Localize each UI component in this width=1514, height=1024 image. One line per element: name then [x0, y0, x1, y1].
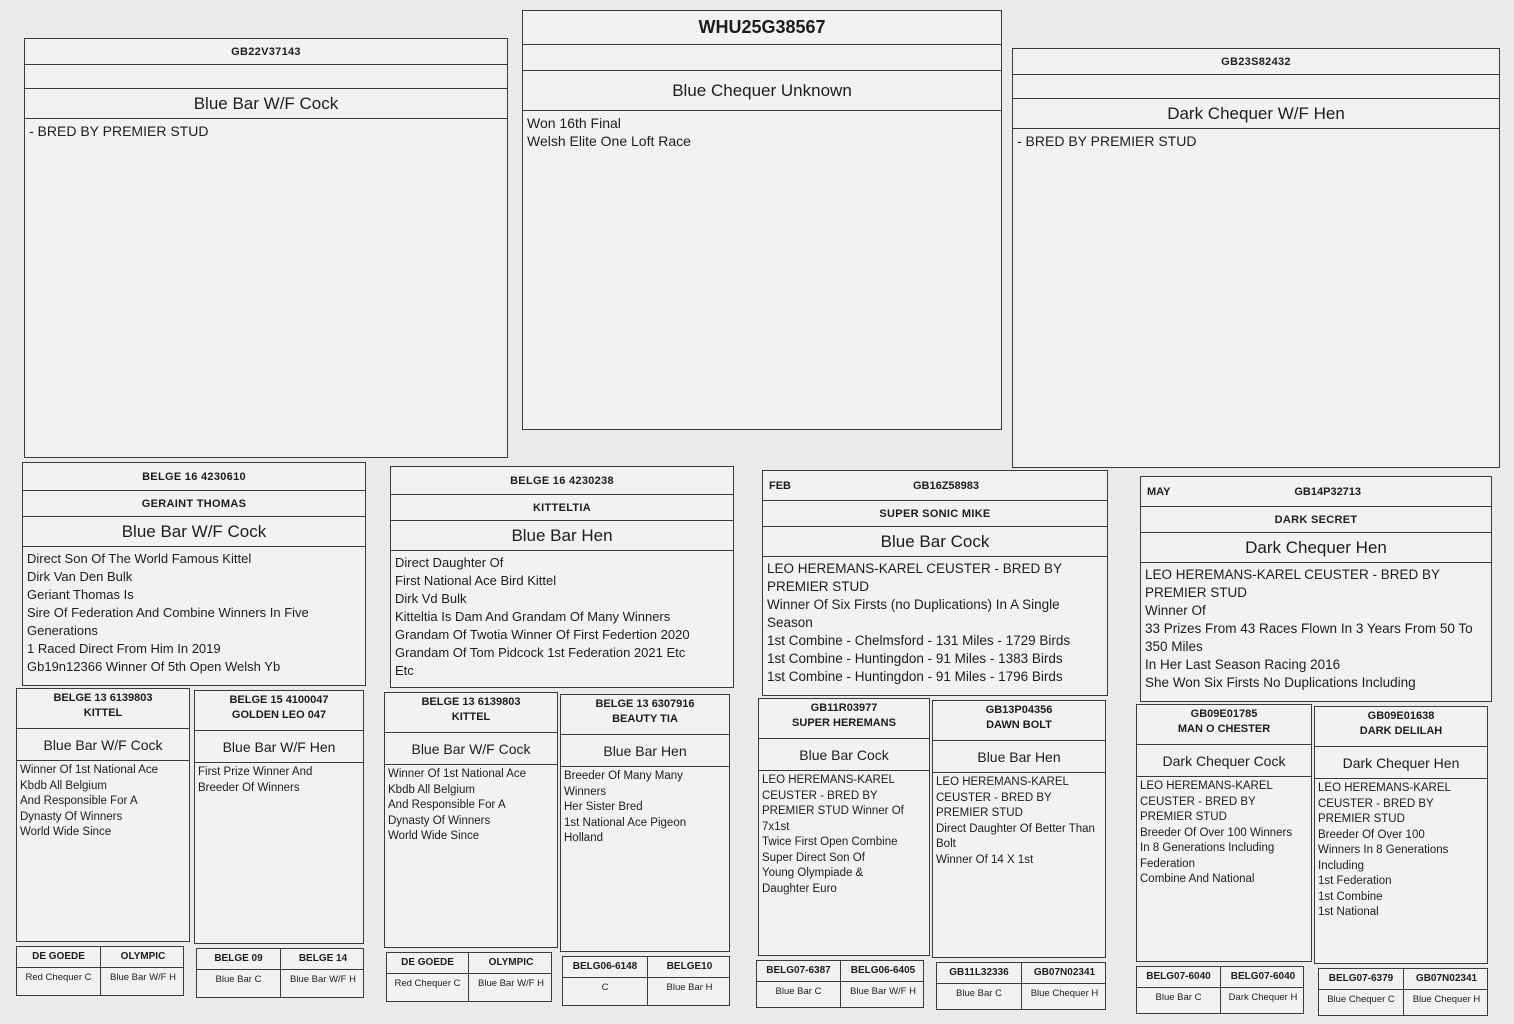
- subject-name: [523, 45, 1001, 71]
- ancestor-cell: [17, 947, 100, 988]
- dam-colour: Dark Chequer W/F Hen: [1013, 99, 1499, 129]
- bird-notes: LEO HEREMANS-KAREL CEUSTER - BRED BY PREMIER STUD Winner Of Six Firsts (no Duplications) In A Single Season 1st Combine - Chelmsford - 131 Miles - 1729 Birds 1st Combine - Huntingdon - 91 Miles - 1383 Birds 1st Combine - Huntingdon - 91 Miles - 1796 Birds: [767, 561, 1071, 684]
- bird-colour: Blue Bar Hen: [391, 521, 733, 551]
- ring-and-name: [933, 701, 1105, 741]
- grandparent-card: [22, 462, 366, 686]
- ring-number: DE GOEDE: [387, 953, 468, 974]
- ancestor-cell: [648, 957, 730, 998]
- ring-number: BELGE 16 4230238: [391, 467, 733, 495]
- subject-ring-number: WHU25G38567: [523, 11, 1001, 45]
- dam-ring-number: GB23S82432: [1013, 49, 1499, 75]
- bird-colour: Red Chequer C: [25, 972, 92, 983]
- sire-card: [24, 38, 508, 458]
- bird-colour: Red Chequer C: [394, 978, 461, 989]
- bird-name: SUPER HEREMANS: [792, 717, 896, 729]
- bird-colour: Blue Chequer H: [1030, 988, 1099, 999]
- bird-notes: Direct Daughter Of First National Ace Bird Kittel Dirk Vd Bulk Kitteltia Is Dam And Grandam Of Many Winners Grandam Of Twotia Winner Of First Federtion 2020 Grandam Of Tom Pidcock 1st Federation 2021 Etc Etc: [395, 555, 690, 678]
- ancestor-cell: [1221, 967, 1304, 1008]
- grandparent-card: [390, 466, 734, 688]
- ring-and-name: [17, 689, 189, 729]
- bird-name: DAWN BOLT: [986, 719, 1052, 731]
- bird-name: KITTEL: [83, 707, 123, 719]
- bird-notes: LEO HEREMANS-KAREL CEUSTER - BRED BY PREMIER STUD Breeder Of Over 100 Winners In 8 Generations Including Federation Combine And National: [1140, 780, 1293, 885]
- bird-notes: Winner Of 1st National Ace Kbdb All Belgium And Responsible For A Dynasty Of Winners World Wide Since: [20, 764, 159, 838]
- ring-number: BELG07-6387: [757, 961, 840, 982]
- ring-number: BELGE 16 4230610: [23, 463, 365, 491]
- hatch-month: MAY: [1147, 485, 1171, 498]
- ancestor-cell: [841, 961, 924, 1002]
- bird-name: MAN O CHESTER: [1177, 723, 1271, 735]
- ring-number: BELGE 14: [281, 949, 364, 970]
- ancestor-pair: [756, 960, 924, 1008]
- ring-and-name: [759, 699, 929, 739]
- great-grandparent-card: [384, 692, 558, 948]
- ancestor-pair: [936, 962, 1106, 1010]
- great-grandparent-card: [758, 698, 930, 956]
- great-grandparent-card: [16, 688, 190, 942]
- ancestor-cell: [387, 953, 468, 994]
- ring-number: GB11L32336: [937, 963, 1021, 984]
- bird-colour: Blue Bar W/F H: [478, 978, 544, 989]
- bird-name: GERAINT THOMAS: [23, 491, 365, 517]
- bird-colour: Dark Chequer Hen: [1315, 747, 1487, 779]
- ring-number: BELGE 13 6139803: [421, 696, 521, 708]
- bird-colour: Blue Bar Cock: [759, 739, 929, 771]
- subject-card: [522, 10, 1002, 430]
- ring-number: OLYMPIC: [101, 947, 184, 968]
- ring-number: GB09E01638: [1367, 710, 1435, 722]
- great-grandparent-card: [932, 700, 1106, 958]
- bird-name: BEAUTY TIA: [612, 713, 678, 725]
- great-grandparent-card: [560, 694, 730, 952]
- ancestor-cell: [563, 957, 647, 998]
- ring-number: GB11R03977: [810, 702, 878, 714]
- ring-number: BELGE10: [648, 957, 730, 978]
- sire-ring-number: GB22V37143: [25, 39, 507, 65]
- ring-and-name: [195, 691, 363, 731]
- bird-colour: Blue Bar C: [956, 988, 1002, 999]
- ancestor-cell: [281, 949, 364, 990]
- bird-colour: Blue Bar Cock: [763, 527, 1107, 557]
- ancestor-cell: [1319, 969, 1403, 1010]
- ring-row: [763, 471, 1107, 501]
- bird-colour: Dark Chequer Cock: [1137, 745, 1311, 777]
- great-grandparent-card: [194, 690, 364, 944]
- bird-colour: Blue Bar W/F Cock: [385, 733, 557, 765]
- bird-colour: Blue Bar C: [215, 974, 262, 985]
- ring-number: GB14P32713: [1294, 485, 1362, 498]
- ring-number: BELG06-6148: [563, 957, 647, 978]
- bird-colour: Blue Bar C: [775, 986, 822, 997]
- grandparent-card: [1140, 476, 1492, 702]
- ring-number: BELGE 15 4100047: [229, 694, 329, 706]
- ring-number: BELG06-6405: [841, 961, 924, 982]
- ring-number: BELG07-6040: [1137, 967, 1220, 988]
- ring-number: OLYMPIC: [469, 953, 552, 974]
- bird-notes: Winner Of 1st National Ace Kbdb All Belgium And Responsible For A Dynasty Of Winners World Wide Since: [388, 768, 527, 842]
- ancestor-pair: [1318, 968, 1488, 1016]
- ring-and-name: [385, 693, 557, 733]
- bird-colour: Blue Bar W/F H: [850, 986, 916, 997]
- ancestor-cell: [1404, 969, 1488, 1010]
- ancestor-cell: [469, 953, 552, 994]
- bird-colour: Blue Bar W/F Cock: [17, 729, 189, 761]
- ancestor-cell: [937, 963, 1021, 1004]
- bird-colour: Blue Bar W/F Hen: [195, 731, 363, 763]
- ring-number: BELGE 09: [197, 949, 280, 970]
- ancestor-cell: [197, 949, 280, 990]
- bird-name: DARK SECRET: [1141, 507, 1491, 533]
- ring-number: BELG07-6040: [1221, 967, 1304, 988]
- dam-notes: - BRED BY PREMIER STUD: [1017, 133, 1197, 149]
- ancestor-pair: [16, 946, 184, 996]
- ancestor-cell: [757, 961, 840, 1002]
- bird-colour: Blue Bar Hen: [933, 741, 1105, 773]
- ring-number: GB07N02341: [1022, 963, 1106, 984]
- ring-number: GB16Z58983: [912, 479, 980, 492]
- ring-and-name: [561, 695, 729, 735]
- sire-notes: - BRED BY PREMIER STUD: [29, 123, 209, 139]
- ancestor-cell: [1022, 963, 1106, 1004]
- bird-notes: LEO HEREMANS-KAREL CEUSTER - BRED BY PREMIER STUD Winner Of 33 Prizes From 43 Races Flown In 3 Years From 50 To 350 Miles In Her Last Season Racing 2016 She Won Six Firsts No Duplications Including: [1145, 567, 1473, 690]
- grandparent-card: [762, 470, 1108, 696]
- ring-and-name: [1137, 705, 1311, 745]
- ancestor-pair: [386, 952, 552, 1002]
- bird-colour: Dark Chequer Hen: [1141, 533, 1491, 563]
- ancestor-cell: [101, 947, 184, 988]
- ring-number: BELGE 13 6307916: [595, 698, 695, 710]
- subject-notes: Won 16th Final Welsh Elite One Loft Race: [527, 115, 691, 149]
- ring-number: GB07N02341: [1404, 969, 1488, 990]
- ring-number: BELG07-6379: [1319, 969, 1403, 990]
- ancestor-pair: [1136, 966, 1304, 1014]
- bird-notes: First Prize Winner And Breeder Of Winners: [198, 766, 313, 794]
- bird-colour: Blue Bar C: [1155, 992, 1202, 1003]
- ring-number: GB13P04356: [985, 704, 1053, 716]
- ancestor-cell: [1137, 967, 1220, 1008]
- bird-name: KITTELTIA: [391, 495, 733, 521]
- bird-name: KITTEL: [451, 711, 491, 723]
- bird-notes: LEO HEREMANS-KAREL CEUSTER - BRED BY PREMIER STUD Winner Of 7x1st Twice First Open Combine Super Direct Son Of Young Olympiade & Daughter Euro: [762, 774, 904, 895]
- sire-name: [25, 65, 507, 89]
- bird-colour: Blue Bar H: [666, 982, 713, 993]
- bird-colour: C: [601, 982, 609, 993]
- bird-colour: Dark Chequer H: [1228, 992, 1298, 1003]
- bird-colour: Blue Bar Hen: [561, 735, 729, 767]
- ring-number: BELGE 13 6139803: [53, 692, 153, 704]
- dam-name: [1013, 75, 1499, 99]
- hatch-month: FEB: [769, 479, 791, 492]
- dam-card: [1012, 48, 1500, 468]
- sire-colour: Blue Bar W/F Cock: [25, 89, 507, 119]
- ring-and-name: [1315, 707, 1487, 747]
- bird-colour: Blue Chequer H: [1412, 994, 1481, 1005]
- bird-notes: LEO HEREMANS-KAREL CEUSTER - BRED BY PREMIER STUD Direct Daughter Of Better Than Bolt Winner Of 14 X 1st: [936, 776, 1095, 866]
- ancestor-pair: [196, 948, 364, 998]
- great-grandparent-card: [1314, 706, 1488, 964]
- great-grandparent-card: [1136, 704, 1312, 962]
- subject-colour: Blue Chequer Unknown: [523, 71, 1001, 111]
- ring-number: DE GOEDE: [17, 947, 100, 968]
- bird-colour: Blue Bar W/F H: [110, 972, 176, 983]
- ring-row: [1141, 477, 1491, 507]
- bird-colour: Blue Chequer C: [1327, 994, 1395, 1005]
- ring-number: GB09E01785: [1190, 708, 1258, 720]
- bird-notes: Direct Son Of The World Famous Kittel Dirk Van Den Bulk Geriant Thomas Is Sire Of Federation And Combine Winners In Five Generations 1 Raced Direct From Him In 2019 Gb19n12366 Winner Of 5th Open Welsh Yb: [27, 551, 309, 674]
- bird-name: SUPER SONIC MIKE: [763, 501, 1107, 527]
- ancestor-pair: [562, 956, 730, 1006]
- bird-colour: Blue Bar W/F H: [290, 974, 356, 985]
- bird-name: DARK DELILAH: [1359, 725, 1443, 737]
- bird-name: GOLDEN LEO 047: [231, 709, 327, 721]
- bird-notes: LEO HEREMANS-KAREL CEUSTER - BRED BY PREMIER STUD Breeder Of Over 100 Winners In 8 Generations Including 1st Federation 1st Combine 1st National: [1318, 782, 1451, 918]
- bird-colour: Blue Bar W/F Cock: [23, 517, 365, 547]
- bird-notes: Breeder Of Many Many Winners Her Sister Bred 1st National Ace Pigeon Holland: [564, 770, 687, 844]
